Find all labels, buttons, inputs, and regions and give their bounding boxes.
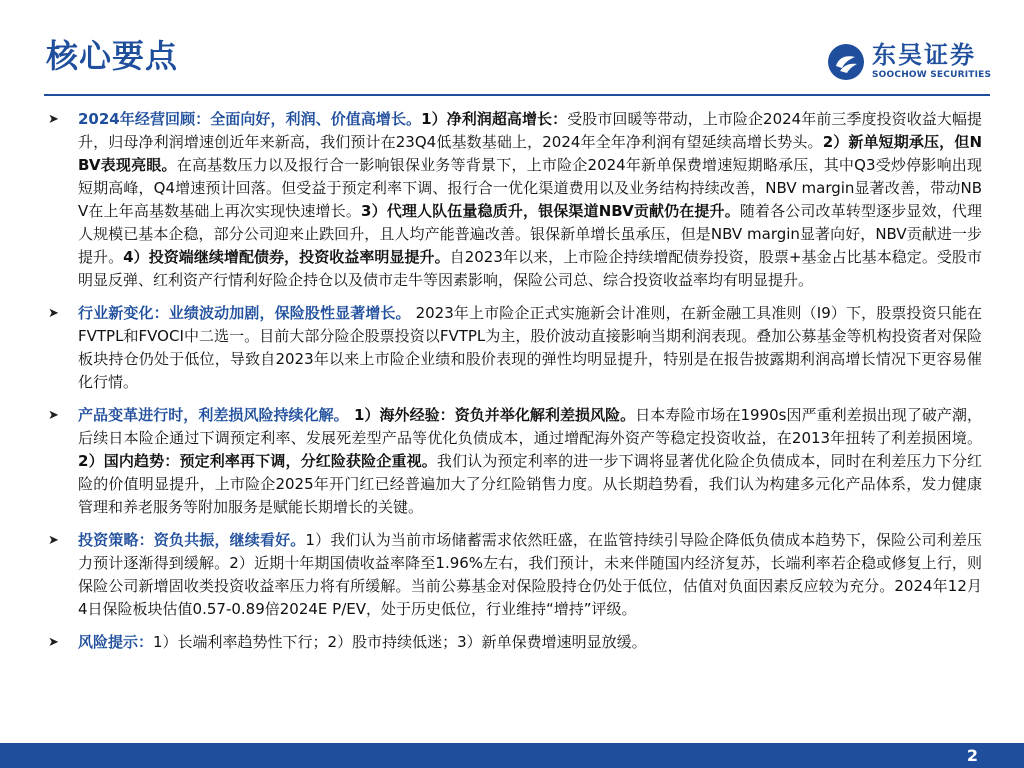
bullet-body: 1）我们认为当前市场储蓄需求依然旺盛，在监管持续引导险企降低负债成本趋势下，保险公司利差压力预计逐渐得到缓解。2）近期十年期国债收益率降至1.96%左右，我们预计，未来伴随国内经济复苏，长端利率若企稳或修复上行，则保险公司新增固收类投资收益率压力将有所缓解。当前公募基金对保险股持仓仍处于低位，估值对负面因素反应较为充分。2024年12月4日保险板块估值0.57-0.89倍2024E P/EV，处于历史低位，行业维持“增持”评级。 [78,531,982,618]
bullet-arrow-icon: ➤ [48,408,59,423]
bullet-body: 受股市回暖等带动，上市险企2024年前三季度投资收益大幅提升，归母净利润增速创近年来新高，我们预计在23Q4低基数基础上，2024年全年净利润有望延续高增长势头。 [78,110,982,151]
bullet-arrow-icon: ➤ [48,112,59,127]
bullet-body: 在高基数压力以及报行合一影响银保业务等背景下，上市险企2024年新单保费增速短期略承压，其中Q3受炒停影响出现短期高峰，Q4增速预计回落。但受益于预定利率下调、报行合一优化渠道费用以及业务结构持续改善，NBV margin显著改善，带动NBV在上年高基数基础上再次实现快速增长。 [78,156,983,220]
bullet-subhead: 1）海外经验：资负并举化解利差损风险。 [348,406,636,424]
bullet-text [78,302,982,394]
header-divider [44,94,990,96]
bullet-lead: 投资策略：资负共振，继续看好。 [78,531,306,549]
bullet-lead: 风险提示： [78,633,154,651]
footer-bar [0,743,1024,768]
bullet-lead: 2024年经营回顾：全面向好，利润、价值高增长。 [78,110,422,128]
bullet-body: 我们认为预定利率的进一步下调将显著优化险企负债成本，同时在利差压力下分红险的价值明显提升，上市险企2025年开门红已经普遍加大了分红险销售力度。从长期趋势看，我们认为构建多元化产品体系，发力健康管理和养老服务等附加服务是赋能长期增长的关键。 [78,452,982,516]
bullet-subhead: 2）新单短期承压，但NBV表现亮眼。 [78,133,982,174]
bullet-arrow-icon: ➤ [48,533,59,548]
soochow-logo-icon [826,42,866,82]
page-title: 核心要点 [46,37,179,75]
soochow-logo [826,40,992,84]
bullet-subhead: 2）国内趋势：预定利率再下调，分红险获险企重视。 [78,452,437,470]
bullet-subhead: 4）投资端继续增配债券，投资收益率明显提升。 [123,248,450,266]
key-points-list [46,108,982,654]
bullet-subhead: 1）净利润超高增长： [421,110,568,128]
bullet-body: 随着各公司改革转型逐步显效，代理人规模已基本企稳，部分公司迎来止跌回升，且人均产能普遍改善。银保新单增长虽承压，但是NBV margin显著向好，NBV贡献进一步提升。 [78,202,982,266]
bullet-body: 2023年上市险企正式实施新会计准则，在新金融工具准则（I9）下，股票投资只能在FVTPL和FVOCI中二选一。目前大部分险企股票投资以FVTPL为主，股价波动直接影响当期利润表现。叠加公募基金等机构投资者对保险板块持仓仍处于低位，导致自2023年以来上市险企业绩和股价表现的弹性均明显提升，特别是在报告披露期利润高增长情况下更容易催化行情。 [78,304,982,391]
bullet-text [78,529,982,621]
bullet-industry-change [46,302,982,394]
bullet-body: 日本寿险市场在1990s因严重利差损出现了破产潮，后续日本险企通过下调预定利率、发展死差型产品等优化负债成本，通过增配海外资产等稳定投资收益，在2013年扭转了利差损困境。 [78,406,982,447]
bullet-lead: 行业新变化：业绩波动加剧，保险股性显著增长。 [78,304,411,322]
bullet-lead: 产品变革进行时，利差损风险持续化解。 [78,406,349,424]
bullet-risk-warning [46,631,982,654]
logo-name-cn: 东吴证券 [872,41,976,69]
bullet-investment-strategy [46,529,982,621]
bullet-product-reform [46,404,982,519]
bullet-arrow-icon: ➤ [48,306,59,321]
bullet-body: 1）长端利率趋势性下行；2）股市持续低迷；3）新单保费增速明显放缓。 [153,633,647,651]
bullet-body: 自2023年以来，上市险企持续增配债券投资，股票+基金占比基本稳定。受股市明显反弹、红利资产行情利好险企持仓以及债市走牛等因素影响，保险公司总、综合投资收益率均有明显提升。 [78,248,982,289]
bullet-arrow-icon: ➤ [48,635,59,650]
bullet-2024-review [46,108,982,292]
page-number: 2 [966,746,978,765]
logo-name-en: SOOCHOW SECURITIES [872,70,992,80]
bullet-text [78,631,982,654]
bullet-subhead: 3）代理人队伍量稳质升，银保渠道NBV贡献仍在提升。 [360,202,740,220]
bullet-text [78,404,982,519]
bullet-text [78,108,982,292]
